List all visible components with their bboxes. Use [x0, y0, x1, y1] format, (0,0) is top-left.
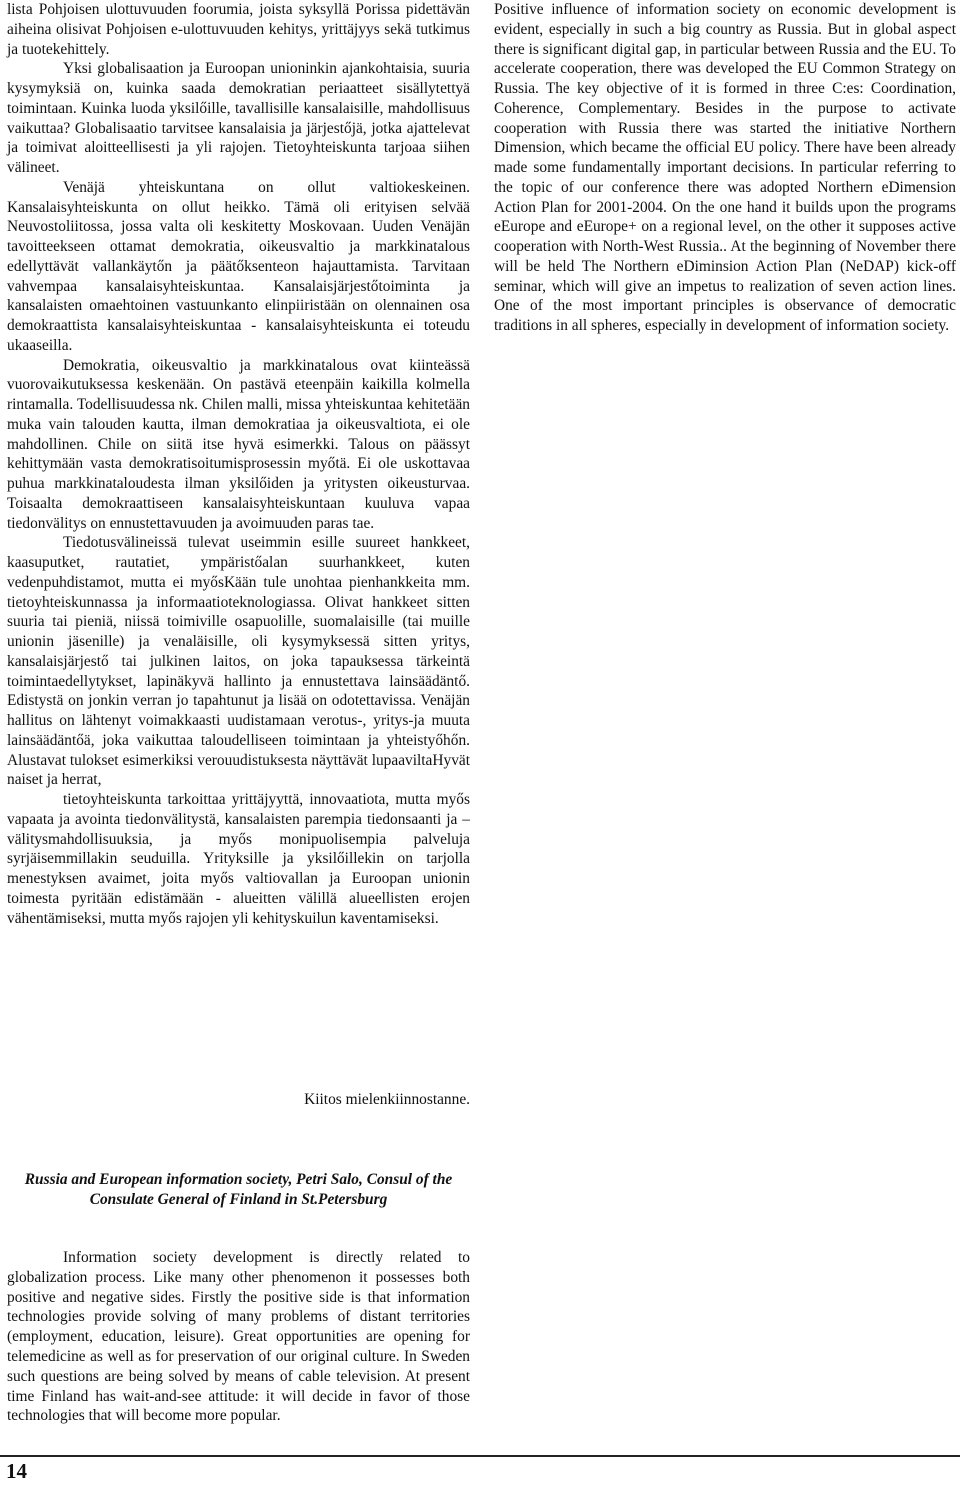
- paragraph: Venäjä yhteiskuntana on ollut valtiokeskeinen. Kansalaisyhteiskunta on ollut heikko. Tämä oli erityisen selvää Neuvostoliitossa, jossa valta oli keskitetty Moskovaan. Uuden Venäjän tavoitteekseen ottamat demokratia, oikeusvaltio ja markkinatalous edellyttävät vallankäytőn ja päätőksenteon hajauttamista. Tarvitaan vahvempaa kansalaisyhteiskuntaa. Kansalaisjärjestőtoiminta ja kansalaisten omaehtoinen vastuunkanto elinpiiristään on olennainen osa demokraattista kansalaisyhteiskuntaa - kansalaisyhteiskunta ei toteudu ukaaseilla.: [7, 178, 470, 354]
- paragraph: tietoyhteiskunta tarkoittaa yrittäjyyttä, innovaatiota, mutta myős vapaata ja avointa tiedonvälitystä, kansalaisten parempia tiedonsaanti ja –välitysmahdollisuuksia, ja myős monipuolisempia palveluja syrjäisemmillakin seuduilla. Yrityksille ja yksilőillekin on tarjolla menestyksen avaimet, joita myős valtiovallan ja Euroopan unionin toimesta pyritään edistämään - alueitten välillä alueellisten erojen vähentämiseksi, mutta myős rajojen yli kehityskuilun kaventamiseksi.: [7, 791, 470, 927]
- article-title: Russia and European information society, Petri Salo, Consul of the Consulate General of Finland in St.Petersburg: [24, 1171, 453, 1208]
- paragraph: Information society development is directly related to globalization process. Like many other phenomenon it possesses both positive and negative sides. Firstly the positive side is that information technologies provide solving of many problems of distant territories (employment, education, leisure). Great opportunities are opening for telemedicine as well as for preservation of our original culture. In Sweden such questions are being solved by means of cable television. At present time Finland has wait-and-see attitude: it will decide in favor of those technologies that will become more popular.: [7, 1249, 470, 1425]
- footer-rule: [0, 1455, 960, 1457]
- article-body: [7, 1248, 470, 1426]
- paragraph: lista Pohjoisen ulottuvuuden foorumia, joista syksyllä Porissa pidettävän aiheina olisivat Pohjoisen e-ulottuvuuden kehitys, yrittäjyys sekä tutkimus ja tuotekehittely.: [7, 1, 470, 58]
- paragraph: Positive influence of information society on economic development is evident, especially in such a big country as Russia. But in global aspect there is significant digital gap, in particular between Russia and the EU. To accelerate cooperation, there was developed the EU Common Strategy on Russia. The key objective of it is formed in three C:es: Coordination, Coherence, Complementary. Besides in the purpose to activate cooperation with Russia there was started the initiative Northern Dimension, which became the official EU policy. There have been already made some fundamentally important decisions. In particular referring to the topic of our conference there was adopted Northern eDimension Action Plan for 2001-2004. On the one hand it builds upon the programs eEurope and eEurope+ on a regional level, on the other it supposes active cooperation with North-West Russia.. At the beginning of November there will be held The Northern eDiminsion Action Plan (NeDAP) kick-off seminar, which will give an impetus to realization of seven action lines. One of the most important principles is observance of democratic traditions in all spheres, especially in development of information society.: [494, 1, 956, 334]
- page-number: 14: [6, 1459, 27, 1483]
- closing-remark: Kiitos mielenkiinnostanne.: [304, 1091, 470, 1108]
- paragraph: Demokratia, oikeusvaltio ja markkinatalous ovat kiinteässä vuorovaikutuksessa keskenään. On pastävä eteenpäin kaikilla kolmella rintamalla. Todellisuudessa nk. Chilen malli, missa yhteiskuntaa kehitetään muka vain talouden kautta, ilman demokratiaa ja oikeusvaltiota, ei ole mahdollinen. Chile on siitä itse hyvä esimerkki. Talous on päässyt kehittymään vasta demokratisoitumisprosessin myőtä. Ei ole uskottavaa puhua markkinataloudesta ilman yksilőiden ja yritysten oikeusturvaa. Toisaalta demokraattiseen kansalaisyhteiskuntaan kuuluva vapaa tiedonvälitys on ennustettavuuden ja avoimuuden paras tae.: [7, 356, 470, 532]
- paragraph: Tiedotusvälineissä tulevat useimmin esille suureet hankkeet, kaasuputket, rautatiet, ympäristőalan suurhankkeet, kuten vedenpuhdistamot, mutta ei myősKään tule unohtaa pienhankkeita mm. tietoyhteiskunnassa ja informaatioteknologiassa. Olivat hankkeet sitten suuria tai pieniä, niissä toimiville osapuolille, suomalaisille (tai muille unionin jäsenille) ja venaläisille, oli kysymyksessä sitten yritys, kansalaisjärjestő tai julkinen laitos, on joka tapauksessa tärkeintä toimintaedellytykset, lapinäkyvä hallinto ja ennustettava lainsäädäntő. Edistystä on jonkin verran jo tapahtunut ja lisää on odotettavissa. Venäjän hallitus on lähtenyt voimakkaasti uudistamaan verotus-, yritys-ja muuta lainsäädäntőä, joka vaikuttaa taloudelliseen toimintaan ja yhteistyőhőn. Alustavat tulokset esimerkiksi verouudistuksesta näyttävät lupaaviltaHyvät naiset ja herrat,: [7, 534, 470, 789]
- left-column-text: [7, 0, 470, 928]
- right-column-text: [494, 0, 956, 336]
- paragraph: Yksi globalisaation ja Euroopan unioninkin ajankohtaisia, suuria kysymyksiä on, kuinka saada demokratian periaatteet sisällytettyä toimintaan. Kuinka luoda yksilőille, tavallisille kansalaisille, mahdollisuus vaikuttaa? Globalisaatio tarvitsee kansalaisia ja järjestőjä, jotka ajattelevat ja toimivat aloitteellisesti ja yli rajojen. Tietoyhteiskunta tarjoaa siihen välineet.: [7, 60, 470, 176]
